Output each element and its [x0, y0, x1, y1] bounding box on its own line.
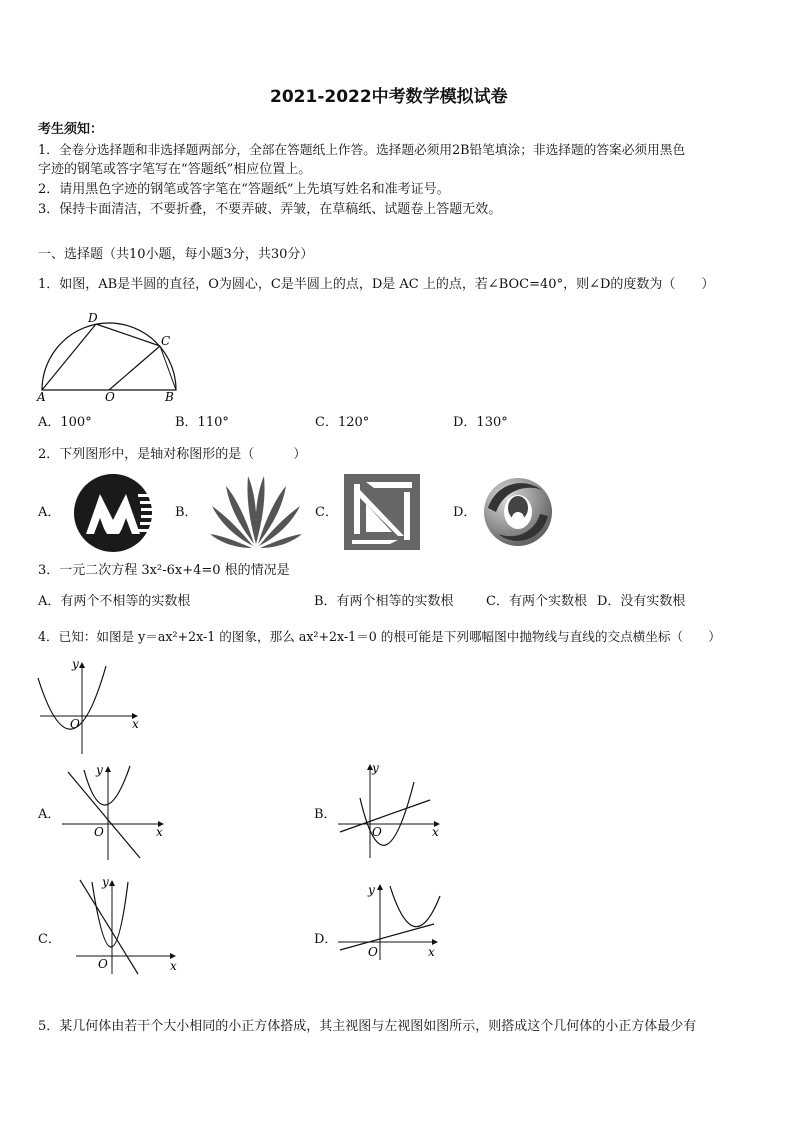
given-parabola-graph — [34, 656, 144, 756]
q4-option-d-graph[interactable] — [334, 876, 444, 966]
page-title: 2021-2022中考数学模拟试卷 — [270, 87, 508, 107]
axis-label-origin: O — [94, 825, 104, 839]
semicircle-figure — [34, 308, 184, 403]
axis-label-origin: O — [372, 825, 382, 839]
q2-option-b-letter[interactable]: B． — [175, 505, 198, 520]
question-1-stem: 1．如图，AB是半圆的直径，O为圆心，C是半圆上的点，D是 AC 上的点，若∠BOC=40°，则∠D的度数为（ ） — [38, 277, 715, 292]
q2-option-d-letter[interactable]: D． — [453, 505, 477, 520]
question-5-stem: 5．某几何体由若干个大小相同的小正方体搭成，其主视图与左视图如图所示，则搭成这个几何体的小正方体最少有 — [38, 1019, 697, 1034]
notice-item: 3．保持卡面清洁，不要折叠，不要弄破、弄皱，在草稿纸、试题卷上答题无效。 — [38, 202, 502, 217]
metro-logo-icon[interactable] — [72, 472, 154, 554]
q4-option-b-graph[interactable] — [334, 760, 444, 860]
q4-option-b-letter[interactable]: B． — [314, 807, 337, 822]
q1-option-d[interactable]: D．130° — [453, 415, 508, 430]
q2-option-a-letter[interactable]: A． — [38, 505, 61, 520]
q4-option-c-graph[interactable] — [72, 876, 182, 976]
axis-label-x: x — [432, 825, 439, 839]
q1-option-c[interactable]: C．120° — [315, 415, 370, 430]
axis-label-origin: O — [98, 957, 108, 971]
q4-option-a-letter[interactable]: A． — [38, 807, 61, 822]
q4-option-c-letter[interactable]: C． — [38, 932, 61, 947]
notice-item: 字迹的钢笔或答字笔写在“答题纸”相应位置上。 — [38, 162, 312, 177]
question-4-stem: 4．已知：如图是 y＝ax²+2x-1 的图象，那么 ax²+2x-1＝0 的根可能是下列哪幅图中抛物线与直线的交点横坐标（ ） — [38, 629, 721, 644]
point-label-b: B — [165, 390, 174, 403]
axis-label-y: y — [102, 876, 109, 889]
axis-label-x: x — [132, 717, 139, 731]
axis-label-y: y — [368, 883, 375, 897]
q3-option-c[interactable]: C．有两个实数根 — [486, 594, 587, 609]
question-3-stem: 3．一元二次方程 3x²-6x+4=0 根的情况是 — [38, 563, 290, 578]
axis-label-y: y — [72, 657, 79, 671]
q1-option-b[interactable]: B．110° — [175, 415, 229, 430]
point-label-d: D — [88, 311, 98, 325]
notice-item: 2．请用黑色字迹的钢笔或答字笔在“答题纸”上先填写姓名和准考证号。 — [38, 182, 450, 197]
axis-label-origin: O — [70, 717, 80, 731]
q4-option-a-graph[interactable] — [58, 762, 168, 862]
q2-option-c-letter[interactable]: C． — [315, 505, 338, 520]
point-label-c: C — [161, 334, 171, 348]
q3-option-d[interactable]: D．没有实数根 — [597, 594, 686, 609]
notice-heading: 考生须知： — [38, 122, 104, 137]
notice-item: 1．全卷分选择题和非选择题两部分，全部在答题纸上作答。选择题必须用2B铅笔填涂；非选择题的答案必须用黑色 — [38, 142, 686, 157]
axis-label-x: x — [156, 825, 163, 839]
flower-petals-logo-icon[interactable] — [208, 472, 304, 552]
axis-label-y: y — [96, 763, 103, 777]
q3-option-a[interactable]: A．有两个不相等的实数根 — [38, 594, 191, 609]
q3-option-b[interactable]: B．有两个相等的实数根 — [314, 594, 454, 609]
axis-label-origin: O — [368, 945, 378, 959]
square-n-logo-icon[interactable] — [344, 474, 420, 550]
q1-option-a[interactable]: A．100° — [38, 415, 92, 430]
question-2-stem: 2．下列图形中，是轴对称图形的是（ ） — [38, 447, 307, 462]
axis-label-x: x — [428, 945, 435, 959]
axis-label-y: y — [372, 761, 379, 775]
section-heading: 一、选择题（共10小题，每小题3分，共30分） — [38, 247, 314, 262]
axis-label-x: x — [170, 959, 177, 973]
penguin-circle-logo-icon[interactable] — [482, 472, 554, 552]
q4-option-d-letter[interactable]: D． — [314, 932, 338, 947]
point-label-o: O — [105, 390, 115, 403]
point-label-a: A — [37, 390, 46, 403]
